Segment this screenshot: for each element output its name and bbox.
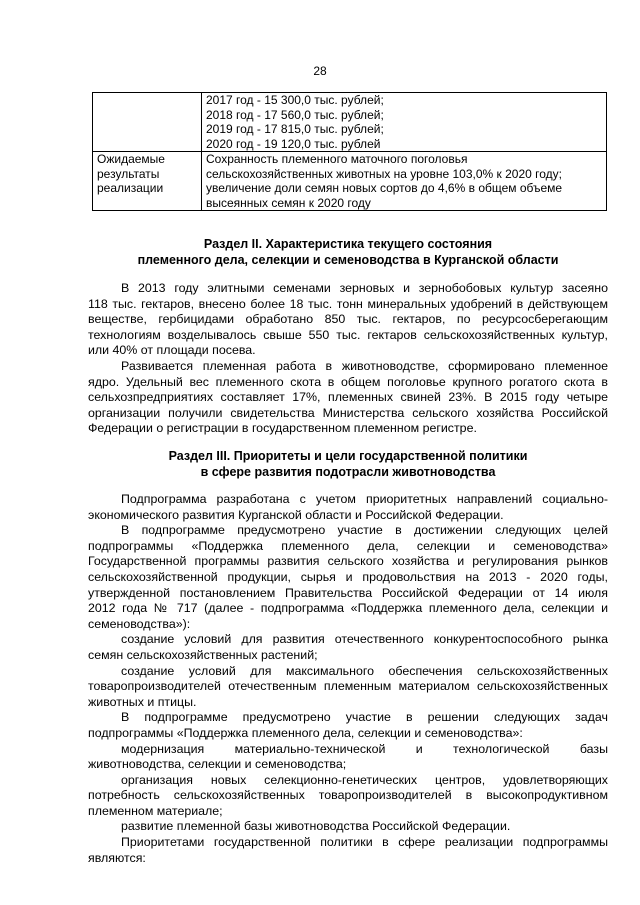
text-line: животных и птицы. xyxy=(88,694,197,709)
text-line: животноводства, селекции и семеноводства; xyxy=(88,757,347,772)
table-cell-label-empty xyxy=(93,93,202,152)
financing-line: 2018 год - 17 560,0 тыс. рублей; xyxy=(206,107,384,122)
text-line: утвержденной постановлением Правительства Российской Федерации от 14 июля xyxy=(88,585,608,600)
result-line: сельскохозяйственных животных на уровне 103,0% к 2020 году; xyxy=(206,166,563,181)
text-line: Государственной программы развития сельского хозяйства и регулирования рынков xyxy=(88,554,608,569)
title-line: Раздел II. Характеристика текущего состояния xyxy=(203,237,493,251)
text-line: Федерации о регистрации в государственном племенном регистре. xyxy=(88,421,477,436)
text-line: 118 тыс. гектаров, внесено более 18 тыс. тонн минеральных удобрений в действующем xyxy=(88,296,608,311)
text-line: технологиям возделывалось свыше 550 тыс. гектаров сельскохозяйственных культур, xyxy=(88,327,608,342)
label-line: результаты xyxy=(97,166,160,181)
financing-line: 2017 год - 15 300,0 тыс. рублей; xyxy=(206,93,384,107)
label-line: Ожидаемые xyxy=(97,152,165,166)
section-2-title xyxy=(88,236,608,268)
result-line: увеличение доли семян новых сортов до 4,6% в общем объеме xyxy=(206,181,563,195)
title-line: в сфере развития подотрасли животноводства xyxy=(200,465,496,479)
text-line: или 40% от площади посева. xyxy=(88,343,256,358)
program-passport-table xyxy=(92,92,607,211)
page-number: 28 xyxy=(313,64,327,78)
text-line: семян сельскохозяйственных растений; xyxy=(88,647,318,662)
text-line: создание условий для максимального обеспечения сельскохозяйственных xyxy=(121,663,608,678)
text-line: организация новых селекционно-генетических центров, удовлетворяющих xyxy=(121,772,608,787)
table-row xyxy=(93,152,607,211)
text-line: семеноводства»): xyxy=(88,616,191,631)
text-line: подпрограммы «Поддержка племенного дела, селекции и семеноводства» xyxy=(88,538,608,553)
text-line: организации получили свидетельства Министерства сельского хозяйства Российской xyxy=(88,405,608,420)
section-2-paragraph-2 xyxy=(88,359,608,437)
label-line: реализации xyxy=(97,181,164,195)
text-line: подпрограммы «Поддержка племенного дела, селекции и семеноводства»: xyxy=(88,725,523,740)
text-line: товаропроизводителей отечественным племенным материалом сельскохозяйственных xyxy=(88,679,608,694)
text-line: 2012 года № 717 (далее - подпрограмма «Поддержка племенного дела, селекции и xyxy=(88,601,608,616)
section-2-paragraph-1 xyxy=(88,281,608,359)
text-line: модернизация материально-технической и технологической базы xyxy=(121,741,608,756)
section-3-body xyxy=(88,492,608,866)
text-line: являются: xyxy=(88,850,146,865)
title-line: племенного дела, селекции и семеноводства в Курганской области xyxy=(137,253,559,267)
text-line: экономического развития Курганской области и Российской Федерации. xyxy=(88,507,504,522)
table-cell-expected-results xyxy=(202,152,607,211)
table-row xyxy=(93,93,607,152)
text-line: сельскохозяйственной продукции, сырья и продовольствия на 2013 - 2020 годы, xyxy=(88,569,608,584)
table-cell-financing xyxy=(202,93,607,152)
text-line: ядро. Удельный вес племенного скота в общем поголовье крупного рогатого скота в xyxy=(88,374,608,389)
financing-line: 2020 год - 19 120,0 тыс. рублей xyxy=(206,136,381,151)
text-line: Подпрограмма разработана с учетом приоритетных направлений социально- xyxy=(121,492,608,506)
text-line: веществе, гербицидами обработано 850 тыс. гектаров, по ресурсосберегающим xyxy=(88,312,608,327)
text-line: создание условий для развития отечественного конкурентоспособного рынка xyxy=(121,632,608,647)
text-line: потребность сельскохозяйственных товаропроизводителей в высокопродуктивном xyxy=(88,788,608,803)
financing-line: 2019 год - 17 815,0 тыс. рублей; xyxy=(206,122,384,136)
text-line: В подпрограмме предусмотрено участие в достижении следующих целей xyxy=(121,523,608,538)
text-line: В подпрограмме предусмотрено участие в решении следующих задач xyxy=(121,710,608,725)
text-line: сельхозпредприятиях составляет 17%, племенных свиней 23%. В 2015 году четыре xyxy=(88,390,608,405)
title-line: Раздел III. Приоритеты и цели государственной политики xyxy=(168,449,528,463)
table-cell-expected-results-label xyxy=(93,152,202,211)
section-3-title xyxy=(88,448,608,480)
result-line: Сохранность племенного маточного поголовья xyxy=(206,152,468,166)
text-line: племенном материале; xyxy=(88,803,223,818)
text-line: В 2013 году элитными семенами зерновых и зернобобовых культур засеяно xyxy=(121,281,608,295)
result-line: высеянных семян к 2020 году xyxy=(206,195,371,210)
text-line: развитие племенной базы животноводства Российской Федерации. xyxy=(121,819,511,834)
text-line: Приоритетами государственной политики в сфере реализации подпрограммы xyxy=(121,835,608,850)
text-line: Развивается племенная работа в животноводстве, сформировано племенное xyxy=(121,359,608,373)
